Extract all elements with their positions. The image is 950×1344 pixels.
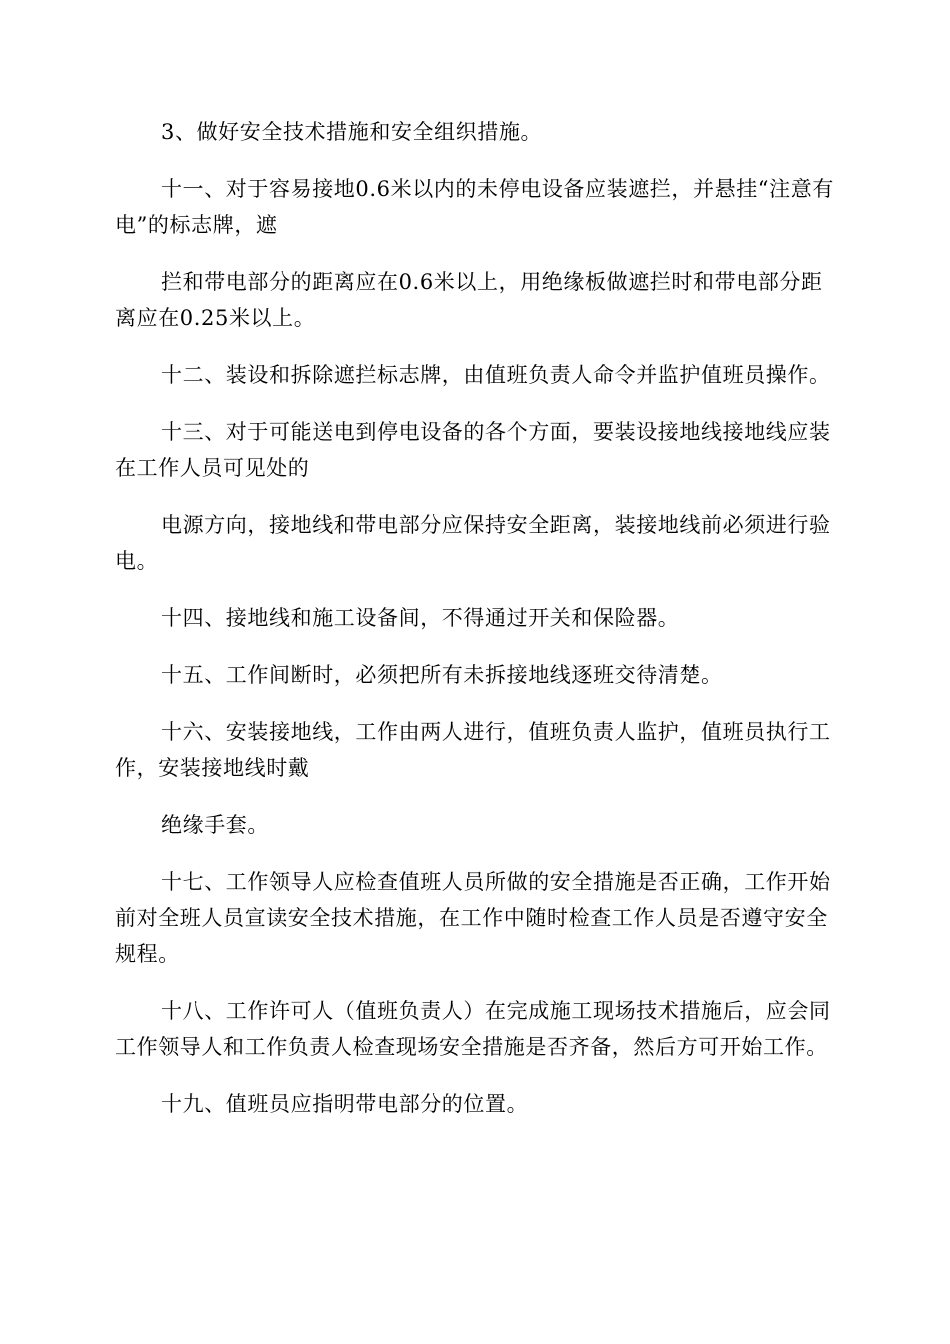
text-line: 绝缘手套。 <box>161 813 269 837</box>
text-line: 十六、安装接地线，工作由两人进行，值班负责人监护，值班员执行工作，安装接地线时戴 <box>115 720 831 780</box>
paragraph-item-11-continued <box>115 264 835 336</box>
text-line: 十四、接地线和施工设备间，不得通过开关和保险器。 <box>161 606 680 630</box>
paragraph-item-17 <box>115 864 835 972</box>
document-body <box>115 114 835 1122</box>
paragraph-item-11 <box>115 171 835 243</box>
paragraph-item-16-continued <box>115 807 835 843</box>
paragraph-item-18 <box>115 993 835 1065</box>
paragraph-item-13-continued <box>115 507 835 579</box>
paragraph-item-12 <box>115 357 835 393</box>
paragraph-item-19 <box>115 1086 835 1122</box>
paragraph-item-3 <box>115 114 835 150</box>
paragraph-item-14 <box>115 600 835 636</box>
text-line: 十二、装设和拆除遮拦标志牌，由值班负责人命令并监护值班员操作。 <box>161 363 831 387</box>
paragraph-item-13 <box>115 414 835 486</box>
text-line: 十三、对于可能送电到停电设备的各个方面，要装设接地线接地线应装在工作人员可见处的 <box>115 420 831 480</box>
text-line: 十八、工作许可人（值班负责人）在完成施工现场技术措施后，应会同工作领导人和工作负责人检查现场安全措施是否齐备，然后方可开始工作。 <box>115 999 831 1059</box>
text-line: 十七、工作领导人应检查值班人员所做的安全措施是否正确，工作开始前对全班人员宣读安全技术措施，在工作中随时检查工作人员是否遵守安全规程。 <box>115 870 831 966</box>
text-line: 电源方向，接地线和带电部分应保持安全距离，装接地线前必须进行验电。 <box>115 513 831 573</box>
text-line: 十九、值班员应指明带电部分的位置。 <box>161 1092 529 1116</box>
text-line: 十五、工作间断时，必须把所有未拆接地线逐班交待清楚。 <box>161 663 723 687</box>
text-line: 拦和带电部分的距离应在0.6米以上，用绝缘板做遮拦时和带电部分距离应在0.25米以上。 <box>115 270 823 330</box>
text-line: 十一、对于容易接地0.6米以内的未停电设备应装遮拦，并悬挂“注意有电”的标志牌，遮 <box>115 177 834 237</box>
text-line: 3、做好安全技术措施和安全组织措施。 <box>161 120 543 144</box>
paragraph-item-16 <box>115 714 835 786</box>
paragraph-item-15 <box>115 657 835 693</box>
